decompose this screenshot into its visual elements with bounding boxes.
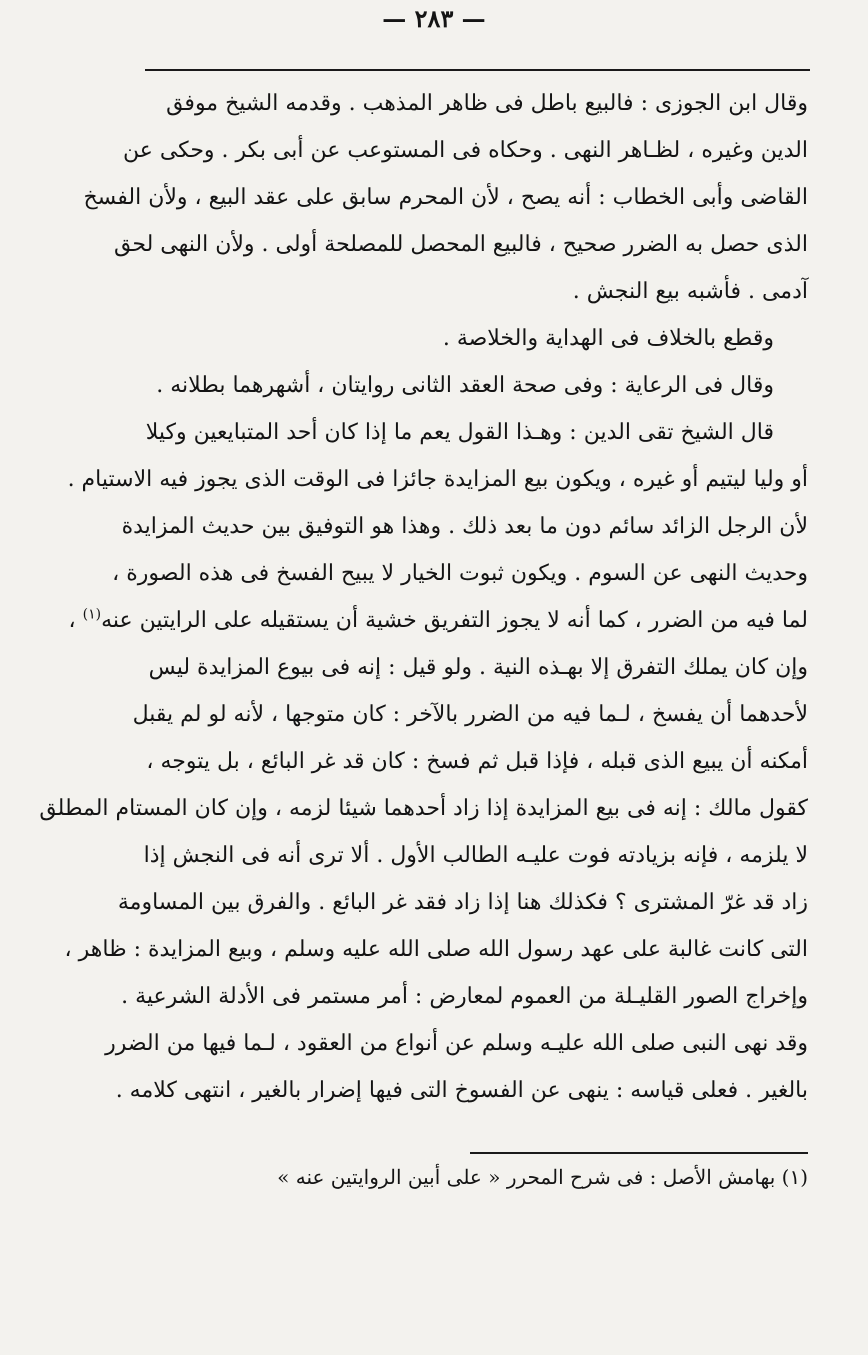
header-rule — [145, 69, 810, 71]
text-line: وقطع بالخلاف فى الهداية والخلاصة . — [442, 326, 774, 351]
text-line: وقال فى الرعاية : وفى صحة العقد الثانى روايتان ، أشهرهما بطلانه . — [156, 373, 774, 398]
footnote-reference: (١) — [82, 606, 102, 623]
text-line: لا يلزمه ، فإنه بزيادته فوت عليـه الطالب الأول . ألا ترى أنه فى النجش إذا — [143, 843, 808, 868]
text-line: وإخراج الصور القليـلة من العموم لمعارض : أمر مستمر فى الأدلة الشرعية . — [121, 984, 808, 1009]
text-line-with-footnote — [68, 597, 808, 644]
text-line: لأحدهما أن يفسخ ، لـما فيه من الضرر بالآخر : كان متوجها ، لأنه لو لم يقبل — [132, 702, 808, 727]
text-line: وإن كان يملك التفرق إلا بهـذه النية . ولو قيل : إنه فى بيوع المزايدة ليس — [148, 655, 808, 680]
text-line: أمكنه أن يبيع الذى قبله ، فإذا قبل ثم فسخ : كان قد غر البائع ، بل يتوجه ، — [146, 749, 808, 774]
footnote-rule — [470, 1152, 808, 1154]
text-line: وحديث النهى عن السوم . ويكون ثبوت الخيار لا يبيح الفسخ فى هذه الصورة ، — [112, 561, 808, 586]
text-line: زاد قد غرّ المشترى ؟ فكذلك هنا إذا زاد فقد غر البائع . والفرق بين المساومة — [117, 890, 808, 915]
text-line: الدين وغيره ، لظـاهر النهى . وحكاه فى المستوعب عن أبى بكر . وحكى عن — [122, 138, 808, 163]
text-line: التى كانت غالبة على عهد رسول الله صلى الله عليه وسلم ، وبيع المزايدة : ظاهر ، — [64, 937, 808, 962]
text-line: كقول مالك : إنه فى بيع المزايدة إذا زاد أحدهما شيئا لزمه ، وإن كان المستام المطلق — [39, 796, 808, 821]
body-text — [39, 80, 808, 1114]
text-line: لأن الرجل الزائد سائم دون ما بعد ذلك . وهذا هو التوفيق بين حديث المزايدة — [121, 514, 808, 539]
text-line: آدمى . فأشبه بيع النجش . — [572, 279, 808, 304]
text-line: أو وليا ليتيم أو غيره ، ويكون بيع المزايدة جائزا فى الوقت الذى يجوز فيه الاستيام . — [67, 467, 808, 492]
text-line: الذى حصل به الضرر صحيح ، فالبيع المحصل للمصلحة أولى . ولأن النهى لحق — [114, 232, 808, 257]
text-line: قال الشيخ تقى الدين : وهـذا القول يعم ما إذا كان أحد المتبايعين وكيلا — [145, 420, 774, 445]
page-number: — ٢٨٣ — — [382, 4, 486, 33]
text-line: وقد نهى النبى صلى الله عليـه وسلم عن أنواع من العقود ، لـما فيها من الضرر — [105, 1031, 808, 1056]
text-line-tail: ، — [68, 608, 83, 633]
text-line: وقال ابن الجوزى : فالبيع باطل فى ظاهر المذهب . وقدمه الشيخ موفق — [166, 91, 808, 116]
text-line: القاضى وأبى الخطاب : أنه يصح ، لأن المحرم سابق على عقد البيع ، ولأن الفسخ — [83, 185, 808, 210]
text-line-content: لما فيه من الضرر ، كما أنه لا يجوز التفريق خشية أن يستقيله على الرايتين عنه — [101, 608, 808, 633]
footnote: (١) بهامش الأصل : فى شرح المحرر « على أبين الروايتين عنه » — [277, 1165, 808, 1189]
text-line: بالغير . فعلى قياسه : ينهى عن الفسوخ التى فيها إضرار بالغير ، انتهى كلامه . — [115, 1078, 808, 1103]
